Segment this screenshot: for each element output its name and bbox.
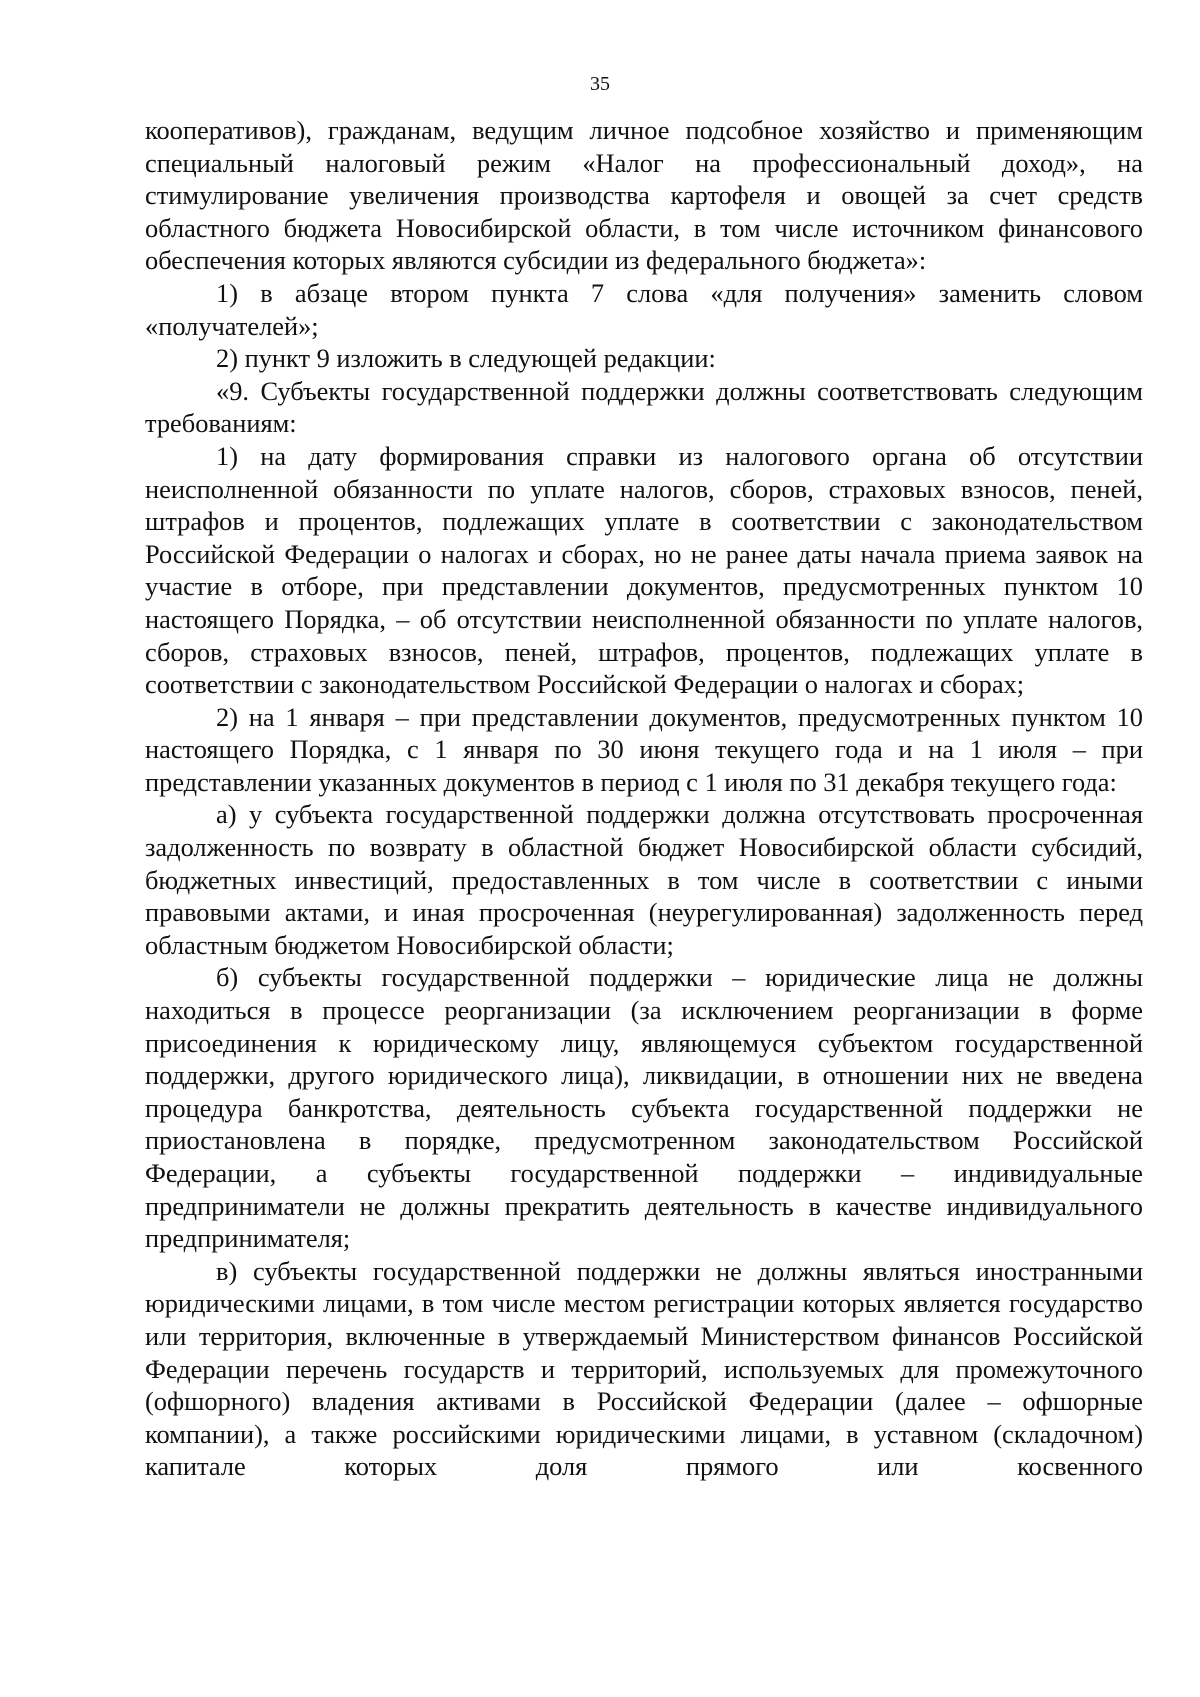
paragraph-subitem-a: а) у субъекта государственной поддержки должна отсутствовать просроченная задолженность по возврату в областной бюджет Новосибирской области субсидий, бюджетных инвестиций, предоставленных в том числе в соответствии с иными правовыми актами, и иная просроченная (неурегулированная) задолженность перед областным бюджетом Новосибирской области; — [145, 799, 1143, 960]
paragraph-requirement-1: 1) на дату формирования справки из налогового органа об отсутствии неисполненной обязанности по уплате налогов, сборов, страховых взносов, пеней, штрафов и процентов, подлежащих уплате в соответствии с законодательством Российской Федерации о налогах и сборах, но не ранее даты начала приема заявок на участие в отборе, при представлении документов, предусмотренных пунктом 10 настоящего Порядка, – об отсутствии неисполненной обязанности по уплате налогов, сборов, страховых взносов, пеней, штрафов, процентов, подлежащих уплате в соответствии с законодательством Российской Федерации о налогах и сборах; — [145, 440, 1143, 700]
paragraph-item-1-amendment: 1) в абзаце втором пункта 7 слова «для получения» заменить словом «получателей»; — [145, 277, 1143, 341]
page-number: 35 — [590, 73, 610, 95]
paragraph-item-2-amendment: 2) пункт 9 изложить в следующей редакции: — [216, 343, 716, 374]
paragraph-subitem-v: в) субъекты государственной поддержки не должны являться иностранными юридическими лицами, в том числе местом регистрации которых является государство или территория, включенные в утверждаемый Министерством финансов Российской Федерации перечень государств и территорий, используемых для промежуточного (офшорного) владения активами в Российской Федерации (далее – офшорные компании), а также российскими юридическими лицами, в уставном (складочном) капитале которых доля прямого или косвенного — [145, 1255, 1143, 1482]
paragraph-requirement-2: 2) на 1 января – при представлении документов, предусмотренных пунктом 10 настоящего Порядка, с 1 января по 30 июня текущего года и на 1 июля – при представлении указанных документов в период с 1 июля по 31 декабря текущего года: — [145, 701, 1143, 797]
paragraph-clause-9: «9. Субъекты государственной поддержки должны соответствовать следующим требованиям: — [145, 375, 1143, 439]
document-body — [145, 114, 1143, 1483]
paragraph-continuation: кооперативов), гражданам, ведущим личное подсобное хозяйство и применяющим специальный налоговый режим «Налог на профессиональный доход», на стимулирование увеличения производства картофеля и овощей за счет средств областного бюджета Новосибирской области, в том числе источником финансового обеспечения которых являются субсидии из федерального бюджета»: — [145, 115, 1143, 276]
paragraph-subitem-b: б) субъекты государственной поддержки – юридические лица не должны находиться в процессе реорганизации (за исключением реорганизации в форме присоединения к юридическому лицу, являющемуся субъектом государственной поддержки, другого юридического лица), ликвидации, в отношении них не введена процедура банкротства, деятельность субъекта государственной поддержки не приостановлена в порядке, предусмотренном законодательством Российской Федерации, а субъекты государственной поддержки – индивидуальные предприниматели не должны прекратить деятельность в качестве индивидуального предпринимателя; — [145, 962, 1143, 1254]
